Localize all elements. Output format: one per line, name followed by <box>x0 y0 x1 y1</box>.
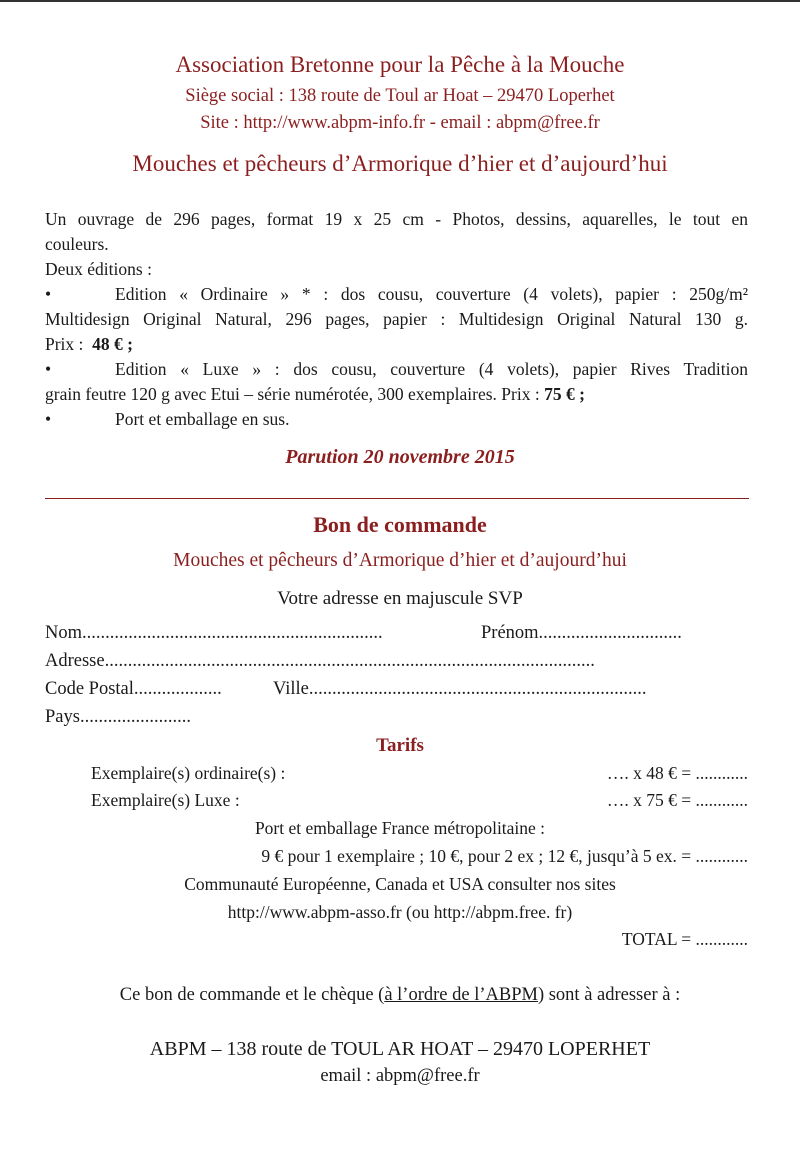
edition-luxe <box>45 357 748 382</box>
bullet: • <box>45 284 52 304</box>
edition-luxe-line-2 <box>45 382 748 407</box>
desc-line-2: couleurs. <box>45 234 109 254</box>
association-name: Association Bretonne pour la Pêche à la Mouche <box>175 52 625 77</box>
cheque-instruction <box>0 985 800 1006</box>
desc-line-3: Deux éditions : <box>45 259 152 279</box>
edition-ordinaire-price <box>45 332 748 357</box>
top-border <box>0 0 800 2</box>
nom-field[interactable]: Nom................................................................. <box>45 623 383 643</box>
tarifs-title: Tarifs <box>376 735 424 756</box>
price-value: 75 € ; <box>544 384 585 404</box>
site-email: Site : http://www.abpm-info.fr - email : abpm@free.fr <box>200 113 600 133</box>
international-note: Communauté Européenne, Canada et USA consulter nos sites <box>184 874 616 894</box>
address-instruction: Votre adresse en majuscule SVP <box>277 588 523 609</box>
edition-luxe-text: Edition « Luxe » : dos cousu, couverture (4 volets), papier Rives Tradition <box>115 359 748 379</box>
luxe-calc[interactable]: …. x 75 € = ............ <box>606 790 748 810</box>
description <box>45 207 748 432</box>
code-postal-field[interactable]: Code Postal................... <box>45 679 222 699</box>
port-title: Port et emballage France métropolitaine : <box>254 818 546 838</box>
ville-field[interactable]: Ville......................................................................... <box>273 679 647 699</box>
bullet: • <box>45 359 52 379</box>
parution-date: Parution 20 novembre 2015 <box>285 446 515 468</box>
cheque-payee: à l’ordre de l’ABPM <box>384 985 538 1005</box>
mailing-address: ABPM – 138 route de TOUL AR HOAT – 29470 LOPERHET <box>149 1038 651 1060</box>
edition-ordinaire <box>45 282 748 307</box>
sites-line: http://www.abpm-asso.fr (ou http://abpm.free. fr) <box>227 902 573 922</box>
price-value: 48 € ; <box>92 334 133 354</box>
cheque-post: ) sont à adresser à : <box>537 985 681 1005</box>
adresse-field[interactable]: Adresse.......................................................................................................... <box>45 651 595 671</box>
total-line[interactable]: TOTAL = ............ <box>621 929 748 949</box>
port-text: Port et emballage en sus. <box>115 409 290 429</box>
edition-luxe-detail: grain feutre 120 g avec Etui – série numérotée, 300 exemplaires. Prix : <box>45 384 540 404</box>
ordinaire-calc[interactable]: …. x 48 € = ............ <box>606 763 748 783</box>
edition-ordinaire-text: Edition « Ordinaire » * : dos cousu, couverture (4 volets), papier : 250g/m² <box>115 284 748 304</box>
order-title: Bon de commande <box>313 512 487 537</box>
order-subtitle: Mouches et pêcheurs d’Armorique d’hier et d’aujourd’hui <box>173 550 627 571</box>
desc-line-1: Un ouvrage de 296 pages, format 19 x 25 cm - Photos, dessins, aquarelles, le tout en <box>45 209 748 229</box>
luxe-label: Exemplaire(s) Luxe : <box>91 790 240 810</box>
port-bullet <box>45 407 748 432</box>
cheque-pre: Ce bon de commande et le chèque ( <box>119 985 385 1005</box>
edition-ordinaire-line-2: Multidesign Original Natural, 296 pages, papier : Multidesign Original Natural 130 g. <box>45 309 748 329</box>
prenom-field[interactable]: Prénom............................... <box>481 623 682 643</box>
pays-field[interactable]: Pays........................ <box>45 707 191 727</box>
port-detail[interactable]: 9 € pour 1 exemplaire ; 10 €, pour 2 ex ; 12 €, jusqu’à 5 ex. = ............ <box>261 846 748 866</box>
contact-email: email : abpm@free.fr <box>320 1066 480 1086</box>
bullet: • <box>45 409 52 429</box>
price-label: Prix : <box>45 334 84 354</box>
ordinaire-label: Exemplaire(s) ordinaire(s) : <box>91 763 286 783</box>
book-title: Mouches et pêcheurs d’Armorique d’hier et d’aujourd’hui <box>132 151 668 176</box>
divider <box>45 498 749 499</box>
siege-social: Siège social : 138 route de Toul ar Hoat – 29470 Loperhet <box>185 86 615 106</box>
